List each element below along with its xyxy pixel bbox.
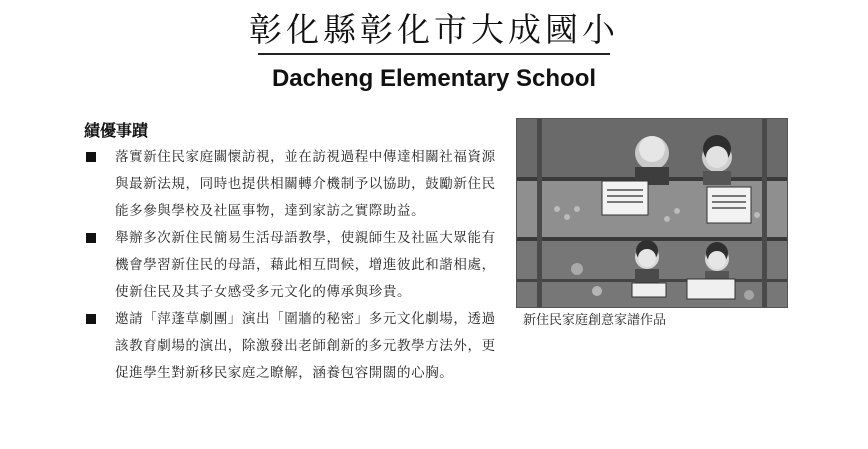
photo-caption: 新住民家庭創意家譜作品 [523,313,667,328]
achievements-list [84,144,504,387]
list-item-text: 舉辦多次新住民簡易生活母語教學，使親師生及社區大眾能有機會學習新住民的母語，藉此相互問候，增進彼此和諧相處，使新住民及其子女感受多元文化的傳承與珍貴。 [115,230,496,300]
school-title-chinese: 彰化縣彰化市大成國小 [249,10,619,49]
list-item-text: 落實新住民家庭關懷訪視，並在訪視過程中傳達相關社福資源與最新法規，同時也提供相關轉介機制予以協助，鼓勵新住民能多參與學校及社區事物，達到家訪之實際助益。 [115,149,496,219]
school-title-english: Dacheng Elementary School [271,65,597,92]
square-bullet-icon [86,233,96,243]
artwork-illustration [517,119,787,307]
title-underline [258,53,610,55]
list-item [84,225,504,306]
square-bullet-icon [86,152,96,162]
achievements-heading: 績優事蹟 [84,121,149,140]
square-bullet-icon [86,314,96,324]
list-item [84,144,504,225]
list-item [84,306,504,387]
family-tree-artwork-photo [516,118,788,308]
list-item-text: 邀請「萍蓬草劇團」演出「圍牆的秘密」多元文化劇場，透過該教育劇場的演出，除激發出老師創新的多元教學方法外，更促進學生對新移民家庭之瞭解，涵養包容開闊的心胸。 [115,311,496,381]
